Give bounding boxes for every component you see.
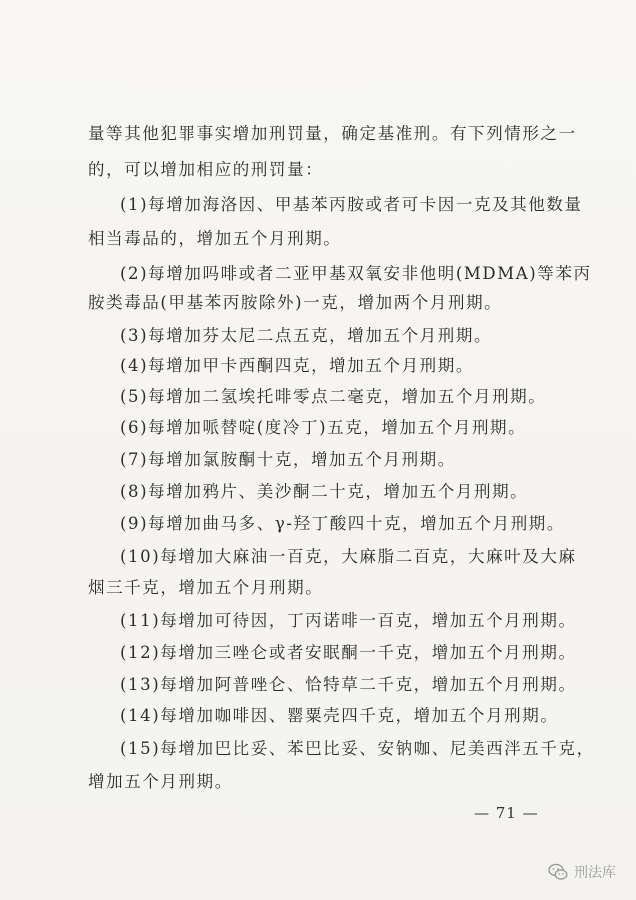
text-line-6: 胺类毒品(甲基苯丙胺除外)一克，增加两个月刑期。 — [88, 293, 503, 312]
text-line-13: (9)每增加曲马多、γ-羟丁酸四十克，增加五个月刑期。 — [120, 514, 566, 533]
text-line-20: (15)每增加巴比妥、苯巴比妥、安钠咖、尼美西泮五千克， — [120, 739, 595, 758]
text-line-4: 相当毒品的，增加五个月刑期。 — [88, 229, 342, 248]
text-line-15: 烟三千克，增加五个月刑期。 — [88, 578, 324, 597]
text-line-7: (3)每增加芬太尼二点五克，增加五个月刑期。 — [120, 326, 493, 345]
text-line-1: 量等其他犯罪事实增加刑罚量，确定基准刑。有下列情形之一 — [88, 124, 577, 143]
text-line-8: (4)每增加甲卡西酮四克，增加五个月刑期。 — [120, 356, 474, 375]
wechat-icon — [548, 863, 568, 881]
text-line-18: (13)每增加阿普唑仑、恰特草二千克，增加五个月刑期。 — [120, 675, 577, 694]
text-line-5: (2)每增加吗啡或者二亚甲基双氧安非他明(MDMA)等苯丙 — [120, 264, 592, 283]
text-line-21: 增加五个月刑期。 — [88, 772, 233, 791]
text-line-19: (14)每增加咖啡因、罂粟壳四千克，增加五个月刑期。 — [120, 706, 559, 725]
text-line-14: (10)每增加大麻油一百克，大麻脂二百克，大麻叶及大麻 — [120, 547, 577, 566]
text-line-10: (6)每增加哌替啶(度冷丁)五克，增加五个月刑期。 — [120, 418, 527, 437]
text-line-2: 的，可以增加相应的刑罚量： — [88, 160, 324, 179]
watermark — [548, 862, 616, 882]
text-line-17: (12)每增加三唑仑或者安眠酮一千克，增加五个月刑期。 — [120, 643, 577, 662]
text-line-12: (8)每增加鸦片、美沙酮二十克，增加五个月刑期。 — [120, 482, 529, 501]
watermark-text: 刑法库 — [574, 865, 616, 881]
text-line-9: (5)每增加二氢埃托啡零点二毫克，增加五个月刑期。 — [120, 387, 547, 406]
text-line-16: (11)每增加可待因，丁丙诺啡一百克，增加五个月刑期。 — [120, 611, 577, 630]
page-number: — 71 — — [474, 804, 539, 822]
text-line-11: (7)每增加氯胺酮十克，增加五个月刑期。 — [120, 450, 456, 469]
text-line-3: (1)每增加海洛因、甲基苯丙胺或者可卡因一克及其他数量 — [120, 195, 583, 214]
